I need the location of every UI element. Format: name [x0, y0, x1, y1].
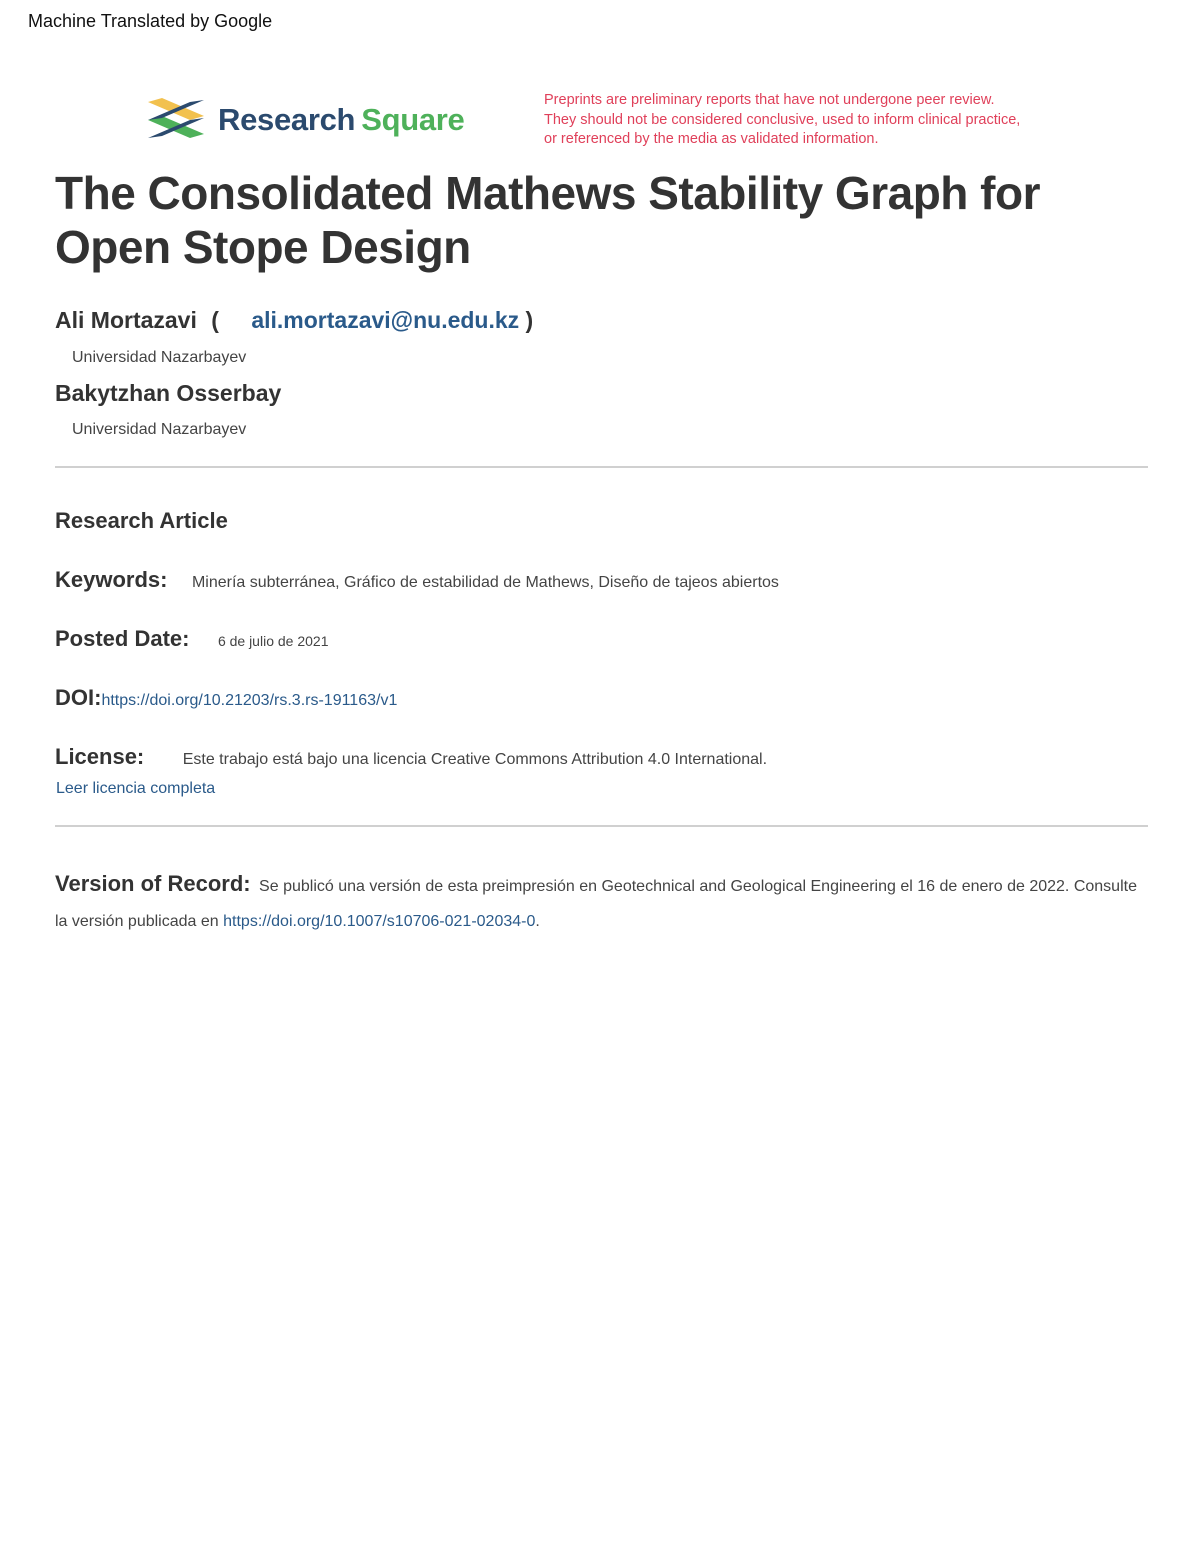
paper-title: The Consolidated Mathews Stability Graph for Open Stope Design — [55, 167, 1040, 273]
article-type: Research Article — [55, 508, 228, 533]
author-1 — [55, 307, 533, 334]
posted-date-row — [55, 626, 328, 652]
author-1-name: Ali Mortazavi — [55, 307, 197, 333]
license-row — [55, 744, 767, 770]
divider — [55, 825, 1148, 827]
author-1-email-link[interactable]: ali.mortazavi@nu.edu.kz — [251, 307, 520, 333]
keywords-value: Minería subterránea, Gráfico de estabilidad de Mathews, Diseño de tajeos abiertos — [191, 574, 779, 591]
license-value: Este trabajo está bajo una licencia Creative Commons Attribution 4.0 International. — [182, 751, 768, 768]
version-of-record — [55, 866, 1145, 939]
version-of-record-end: . — [535, 913, 540, 930]
author-2-name: Bakytzhan Osserbay — [55, 380, 282, 406]
research-square-logo-icon — [146, 96, 206, 144]
version-of-record-label: Version of Record: — [55, 871, 251, 896]
posted-date-value: 6 de julio de 2021 — [217, 633, 329, 649]
machine-translation-banner: Machine Translated by Google — [28, 11, 273, 31]
version-of-record-text: Se publicó una versión de esta preimpresión en Geotechnical and Geological Engineering el 16 de enero de 2022. Consulte la versión publicada en — [55, 878, 1137, 930]
disclaimer-line: Preprints are preliminary reports that have not undergone peer review. — [544, 92, 995, 108]
doi-label: DOI: — [55, 685, 102, 710]
author-1-paren-close: ) — [525, 307, 534, 333]
author-1-paren-open: ( — [211, 307, 219, 333]
preprint-disclaimer — [544, 91, 1104, 150]
keywords-label: Keywords: — [55, 567, 168, 592]
author-2-affiliation: Universidad Nazarbayev — [72, 421, 247, 438]
author-1-affiliation: Universidad Nazarbayev — [72, 349, 247, 366]
disclaimer-line: or referenced by the media as validated information. — [544, 131, 879, 147]
logo-word-research: Research — [218, 102, 356, 137]
disclaimer-line: They should not be considered conclusive, used to inform clinical practice, — [544, 111, 1021, 128]
posted-date-label: Posted Date: — [55, 626, 190, 651]
license-label: License: — [55, 744, 145, 769]
version-of-record-link[interactable]: https://doi.org/10.1007/s10706-021-02034-0 — [223, 913, 536, 930]
research-square-logo[interactable] — [146, 96, 465, 144]
divider — [55, 466, 1148, 468]
logo-wordmark — [218, 102, 465, 138]
read-full-license-link[interactable]: Leer licencia completa — [56, 780, 216, 797]
keywords-row — [55, 567, 779, 593]
logo-word-square: Square — [361, 102, 465, 137]
author-2 — [55, 380, 281, 407]
doi-link[interactable]: https://doi.org/10.21203/rs.3.rs-191163/v1 — [101, 692, 398, 709]
doi-row — [55, 685, 397, 711]
